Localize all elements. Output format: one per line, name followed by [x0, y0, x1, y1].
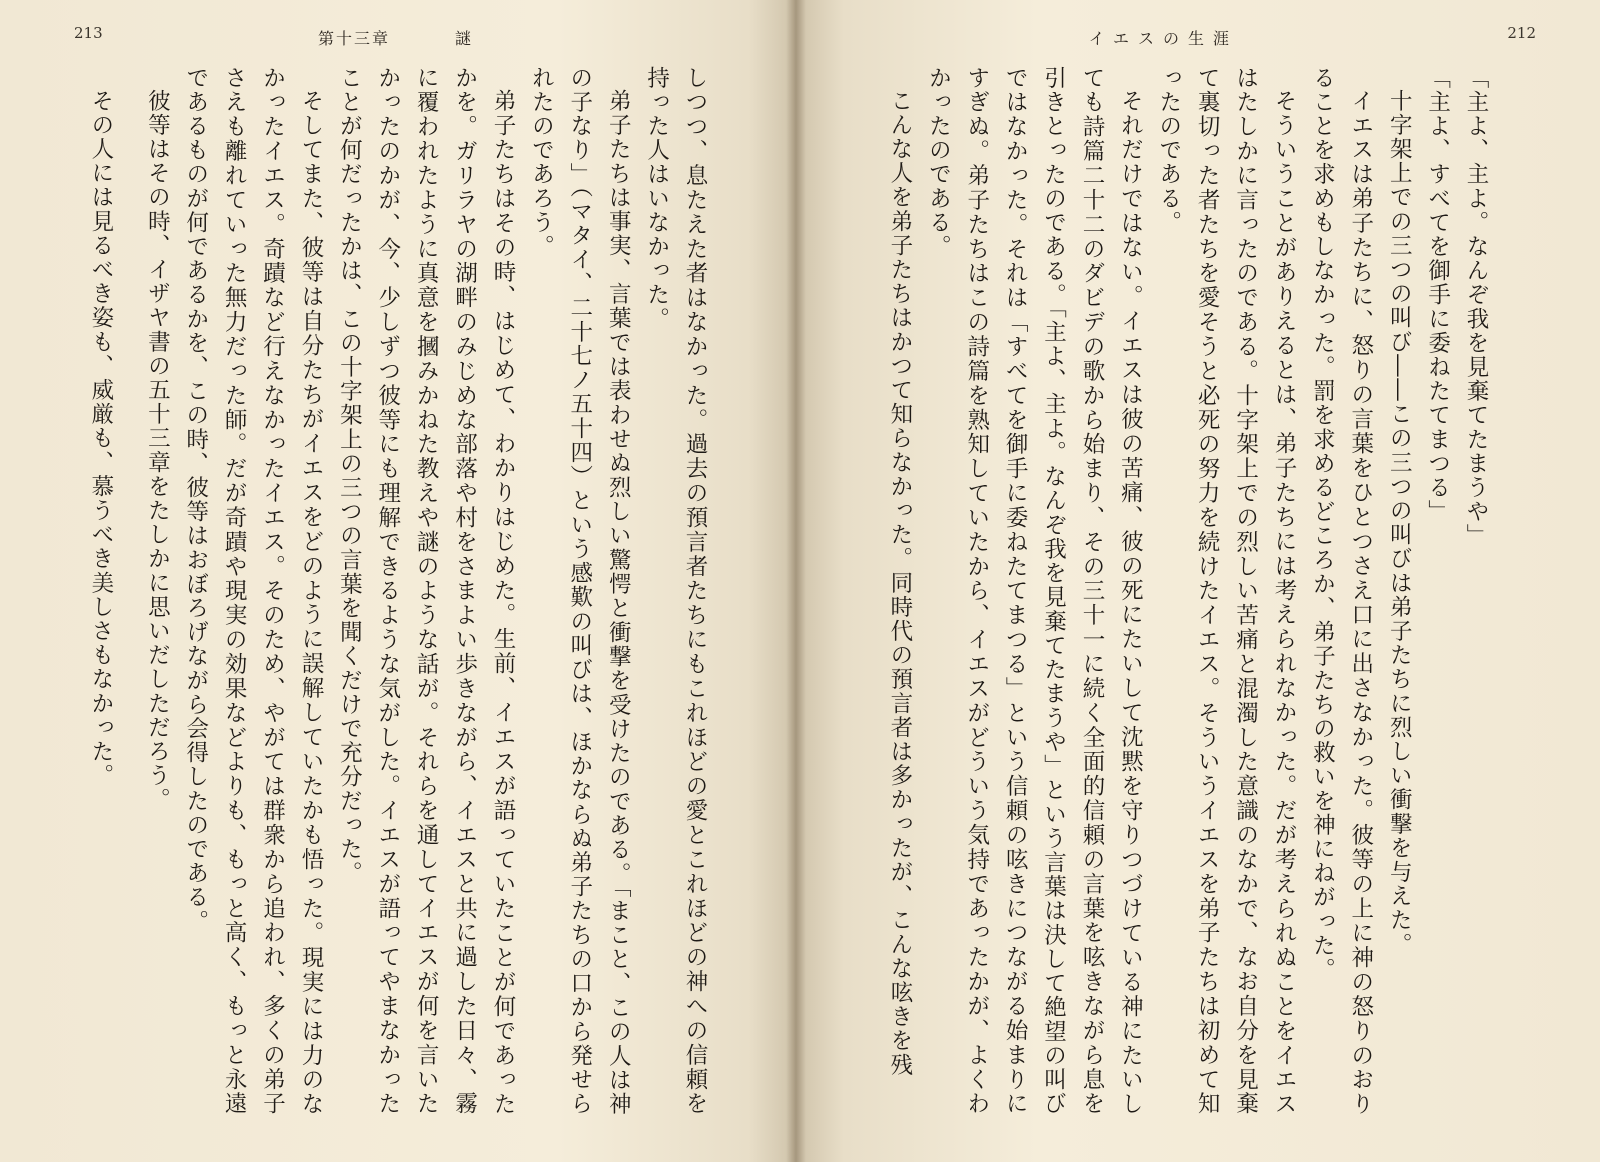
paragraph: 「主よ、主よ。なんぞ我を見棄てたまうや」	[1463, 66, 1489, 548]
paragraph: 彼等はその時、イザヤ書の五十三章をたしかに思いだしただろう。	[144, 88, 171, 812]
page-number-right: 212	[1507, 24, 1536, 42]
paragraph: イエスは弟子たちに、怒りの言葉をひとつさえ口に出さなかった。彼等の上に神の怒りのおりることを求めもしなかった。罰を求めるどころか、弟子たちの救いを神にねがった。	[1309, 66, 1374, 1116]
paragraph: しつつ、息たえた者はなかった。過去の預言者たちにもこれほどの愛とこれほどの神への信頼を持った人はいなかった。	[643, 66, 708, 1116]
left-page-body	[14, 66, 714, 1116]
paragraph: 十字架上での三つの叫び――この三つの叫びは弟子たちに烈しい衝撃を与えた。	[1386, 88, 1413, 957]
left-page	[0, 0, 796, 1162]
right-page-body	[796, 66, 1495, 1116]
paragraph: こんな人を弟子たちはかつて知らなかった。同時代の預言者は多かったが、こんな呟きを残	[886, 88, 913, 1077]
paragraph: そういうことがありえるとは、弟子たちには考えられなかった。だが考えられぬことをイエスはたしかに言ったのである。十字架上での烈しい苦痛と混濁した意識のなかで、なお自分を見棄て裏切った者たちを愛そうと必死の努力を続けたイエス。そういうイエスを弟子たちは初めて知ったのである。	[1155, 66, 1297, 1116]
running-head-chapter: 第十三章	[318, 29, 391, 48]
running-head-chapter-title: 謎	[455, 29, 474, 48]
paragraph: その人には見るべき姿も、威厳も、慕うべき美しさもなかった。	[87, 88, 114, 788]
paragraph: 弟子たちはその時、はじめて、わかりはじめた。生前、イエスが語っていたことが何であったかを。ガリラヤの湖畔のみじめな部落や村をさまよい歩きながら、イエスと共に過した日々、霧に覆われたように真意を摑みかねた教えや謎のような話が。それらを通してイエスが何を言いたかったのかが、今、少しずつ彼等にも理解できるような気がした。イエスが語ってやまなかったことが何だったかは、この十字架上の三つの言葉を聞くだけで充分だった。	[336, 66, 516, 1116]
running-head-book-title: イエスの生涯	[1088, 29, 1238, 48]
right-page	[796, 0, 1600, 1162]
page-number-left: 213	[74, 24, 103, 42]
paragraph: 弟子たちは事実、言葉では表わせぬ烈しい驚愕と衝撃を受けたのである。「まこと、この人は神の子なり」（マタイ、二十七ノ五十四）という感歎の叫びは、ほかならぬ弟子たちの口から発せられたのであろう。	[528, 66, 632, 1116]
book-gutter	[786, 0, 806, 1162]
paragraph: そしてまた、彼等は自分たちがイエスをどのように誤解していたかも悟った。現実には力のなかったイエス。奇蹟など行えなかったイエス。そのため、やがては群衆から追われ、多くの弟子さえも離れていった無力だった師。だが奇蹟や現実の効果などよりも、もっと高く、もっと永遠であるものが何であるかを、この時、彼等はおぼろげながら会得したのである。	[182, 66, 324, 1116]
paragraph: 「主よ、すべてを御手に委ねたてまつる」	[1424, 66, 1451, 524]
paragraph: それだけではない。イエスは彼の苦痛、彼の死にたいして沈黙を守りつづけている神にたいしても詩篇二十二のダビデの歌から始まり、その三十一に続く全面的信頼の言葉を呟きながら息を引きとったのである。「主よ、主よ。なんぞ我を見棄てたまうや」という言葉は決して絶望の叫びではなかった。それは「すべてを御手に委ねたてまつる」という信頼の呟きにつながる始まりにすぎぬ。弟子たちはこの詩篇を熟知していたから、イエスがどういう気持であったかが、よくわかったのである。	[925, 66, 1144, 1116]
